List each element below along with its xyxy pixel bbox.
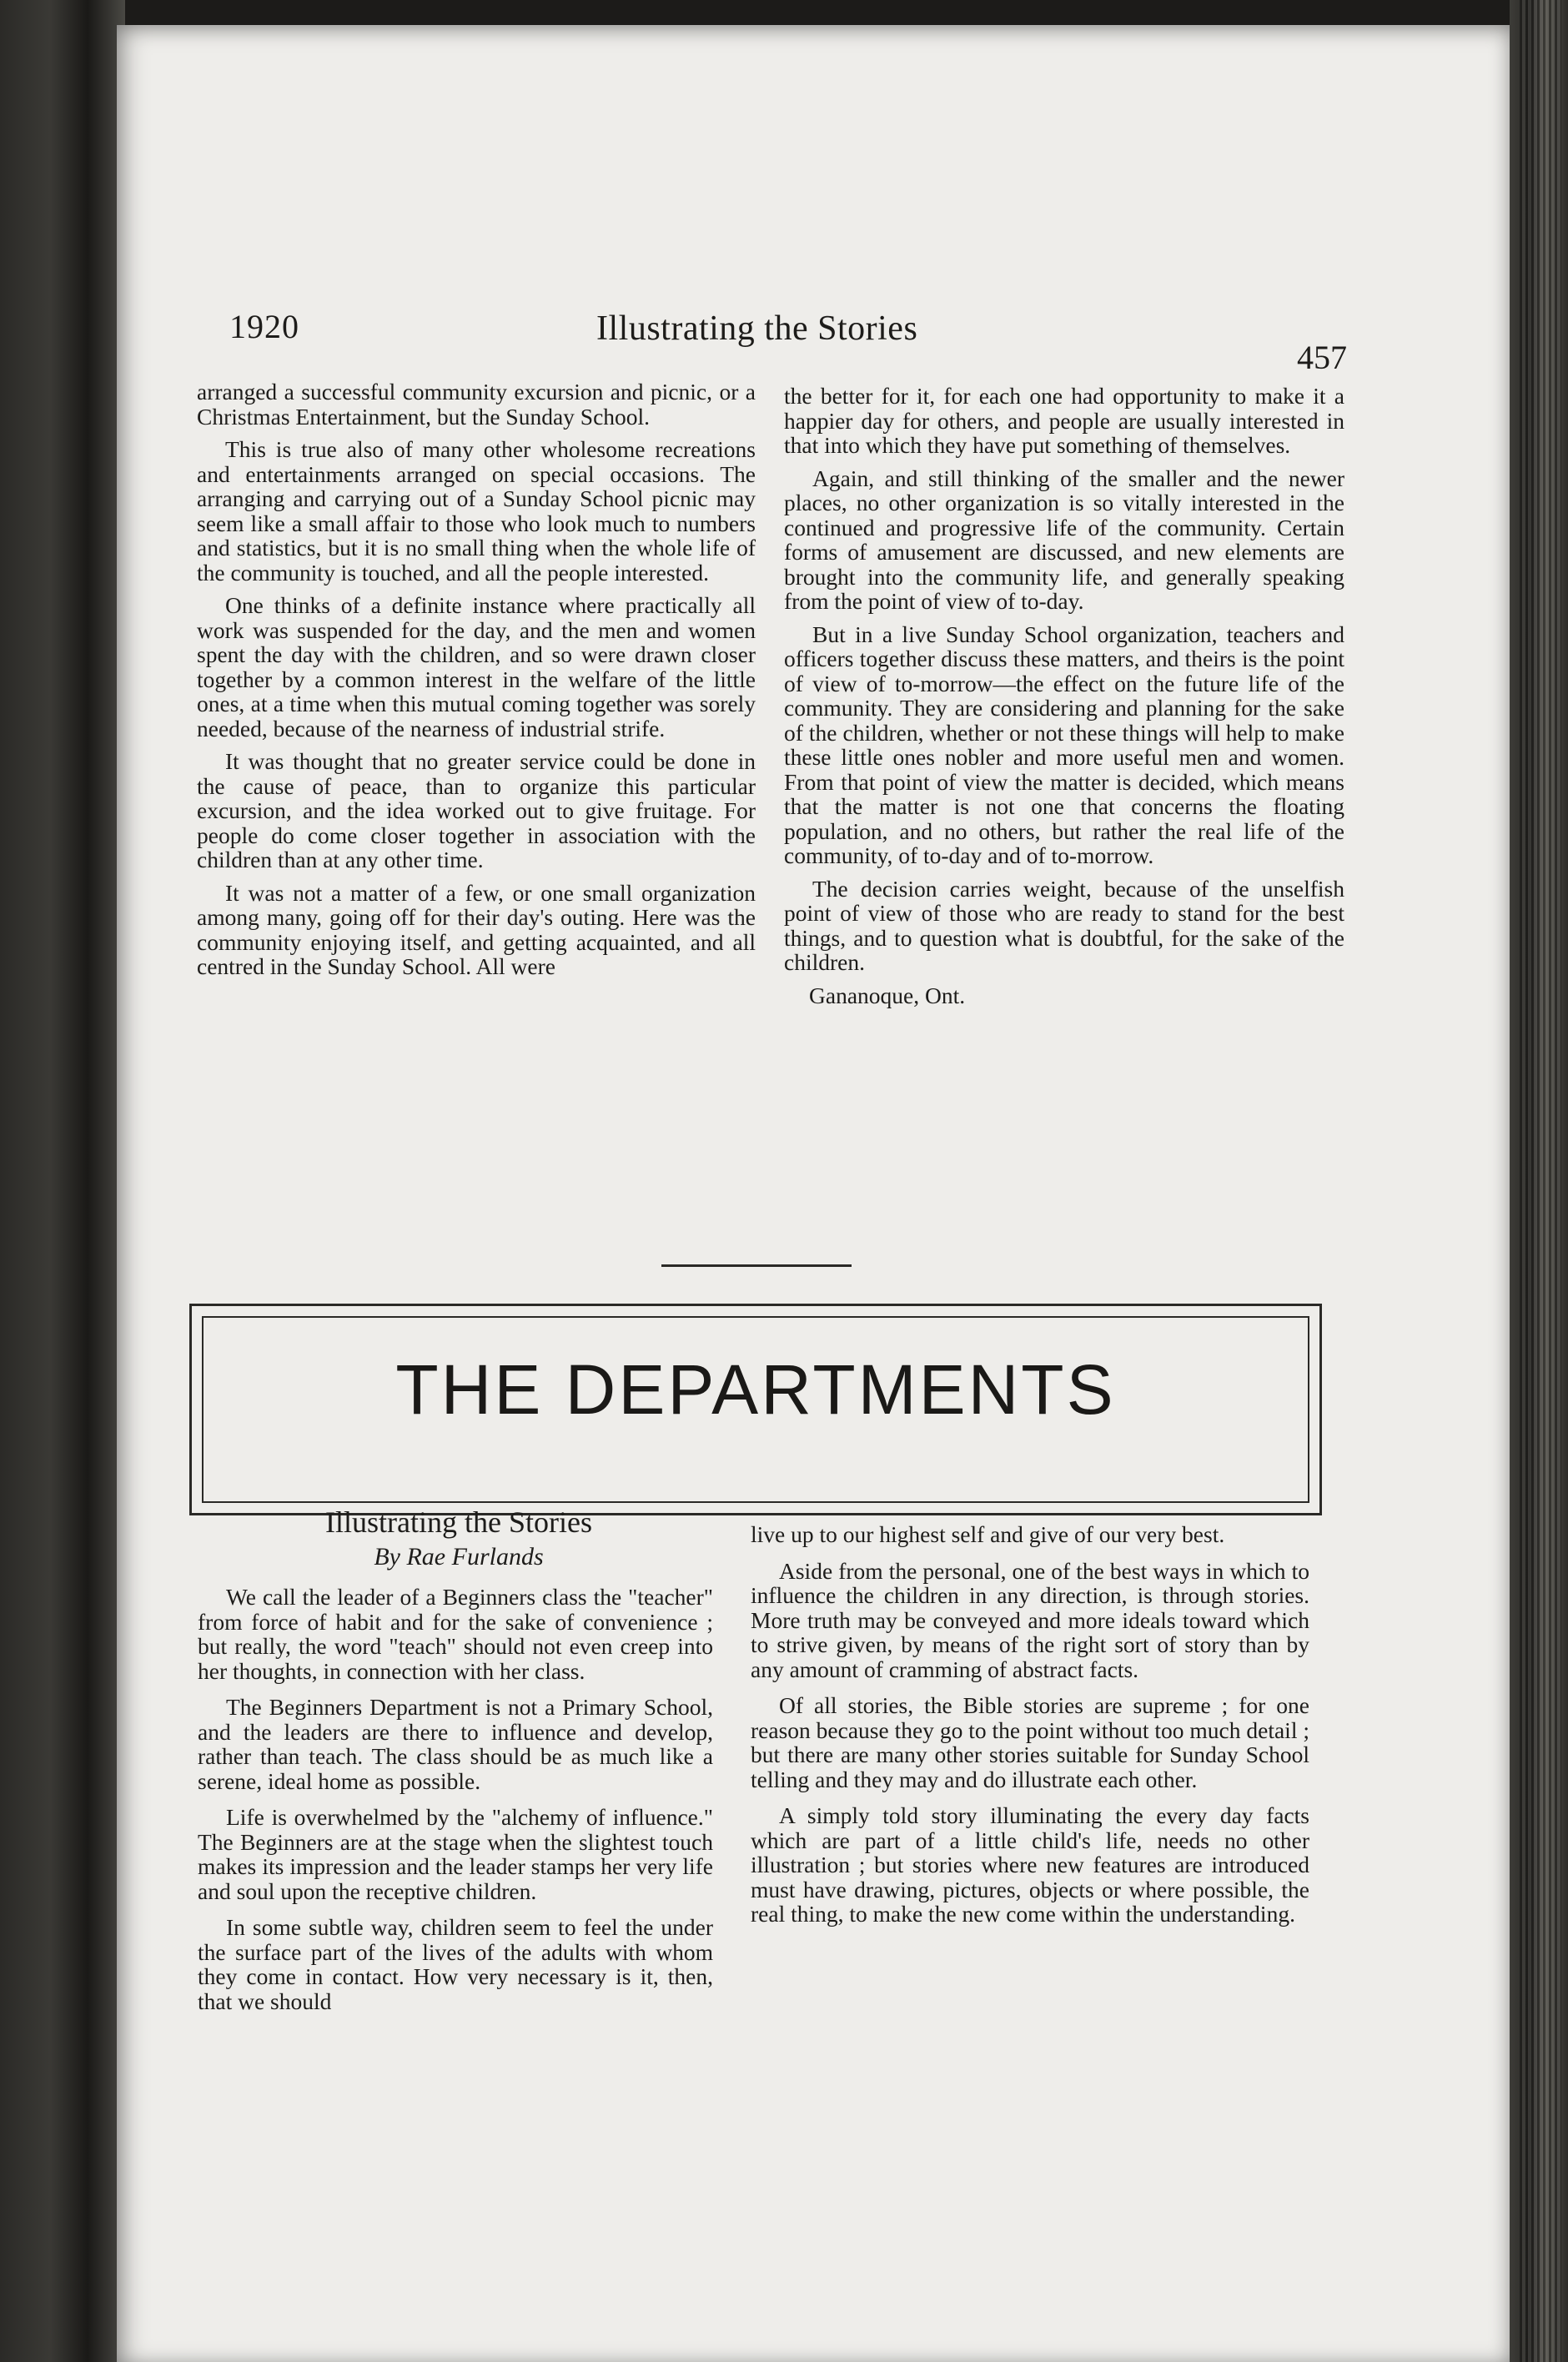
paragraph: A simply told story illuminating the every day facts which are part of a little child's life, needs no other illustration ; but stories where new features are introduced must have drawing, pictures, objects or where possible, the real thing, to make the new come within the understanding. <box>751 1802 1309 1927</box>
paragraph: Aside from the personal, one of the best ways in which to influence the children in any direction, is through stories. More truth may be conveyed and more ideals toward which to strive given, by means of the right sort of story than by any amount of cramming of abstract facts. <box>751 1557 1309 1682</box>
section-divider-rule <box>661 1264 852 1267</box>
page-stack-edge <box>1520 0 1561 2362</box>
bottom-left-column <box>198 1585 713 2025</box>
paragraph: Life is overwhelmed by the "alchemy of influence." The Beginners are at the stage when the slightest touch makes its impression and the leader stamps her very life and soul upon the receptive children. <box>198 1804 713 1904</box>
running-head-title: Illustrating the Stories <box>596 309 918 348</box>
paragraph: This is true also of many other wholesome recreations and entertainments arranged on special occasions. The arranging and carrying out of a Sunday School picnic may seem like a small affair to those who look much to numbers and statistics, but it is no small thing when the whole life of the community is touched, and all the people interested. <box>197 436 756 585</box>
paragraph: The Beginners Department is not a Primary School, and the leaders are there to influence and develop, rather than teach. The class should be as much like a serene, ideal home as possible. <box>198 1694 713 1794</box>
paragraph: Of all stories, the Bible stories are supreme ; for one reason because they go to the point without too much detail ; but there are many other stories suitable for Sunday School telling and they may and do illustrate each other. <box>751 1692 1309 1792</box>
bottom-right-column <box>751 1522 1309 1938</box>
paragraph: the better for it, for each one had opportunity to make it a happier day for others, and people are usually interested in that into which they have put something of themselves. <box>784 383 1344 458</box>
paragraph: We call the leader of a Beginners class the "teacher" from force of habit and for the sake of convenience ; but really, the word "teach" should not even creep into her thoughts, in connection with her class. <box>198 1584 713 1684</box>
article-title: Illustrating the Stories <box>325 1505 592 1539</box>
signoff: Gananoque, Ont. <box>809 982 966 1008</box>
top-left-column <box>197 379 756 988</box>
paragraph: live up to our highest self and give of our very best. <box>751 1521 1225 1547</box>
paragraph: But in a live Sunday School organization, teachers and officers together discuss these matters, and theirs is the point of view of to-morrow—the effect on the future life of the community. They are considering and planning for the sake of the children, whether or not these things will help to make these little ones nobler and more useful men and women. From that point of view the matter is decided, which means that the matter is not one that concerns the floating population, and no others, but rather the real life of the community, of to-day and of to-morrow. <box>784 621 1344 868</box>
running-head-year: 1920 <box>229 308 299 345</box>
paragraph: One thinks of a definite instance where practically all work was suspended for the day, and the men and women spent the day with the children, and so were drawn closer together by a common interest in the welfare of the little ones, at a time when this mutual coming together was sorely needed, because of the nearness of industrial strife. <box>197 592 756 741</box>
paragraph: In some subtle way, children seem to feel the under the surface part of the lives of the adults with whom they come in contact. How very necessary is it, then, that we should <box>198 1914 713 2014</box>
section-banner <box>189 1304 1322 1515</box>
facing-page-edge <box>0 0 125 2362</box>
paragraph: The decision carries weight, because of the unselfish point of view of those who are ready to stand for the best things, and to question what is doubtful, for the sake of the children. <box>784 875 1344 975</box>
paragraph: It was not a matter of a few, or one small organization among many, going off for their day's outing. Here was the community enjoying itself, and getting acquainted, and all centred in the Sunday School. All were <box>197 879 756 979</box>
paragraph: arranged a successful community excursion and picnic, or a Christmas Entertainment, but the Sunday School. <box>197 379 756 430</box>
paragraph: Again, and still thinking of the smaller and the newer places, no other organization is so vitally interested in the continued and progressive life of the community. Certain forms of amusement are discussed, and new elements are brought into the community life, and generally speaking from the point of view of to-day. <box>784 465 1344 614</box>
top-right-column <box>784 384 1344 1016</box>
running-head <box>229 300 1347 376</box>
section-banner-title: THE DEPARTMENTS <box>395 1350 1116 1429</box>
page-number: 457 <box>1297 339 1347 376</box>
paragraph: It was thought that no greater service could be done in the cause of peace, than to organize this particular excursion, and the idea worked out to give fruitage. For people do come closer together in association with the children than at any other time. <box>197 748 756 872</box>
article-byline: By Rae Furlands <box>374 1543 544 1570</box>
